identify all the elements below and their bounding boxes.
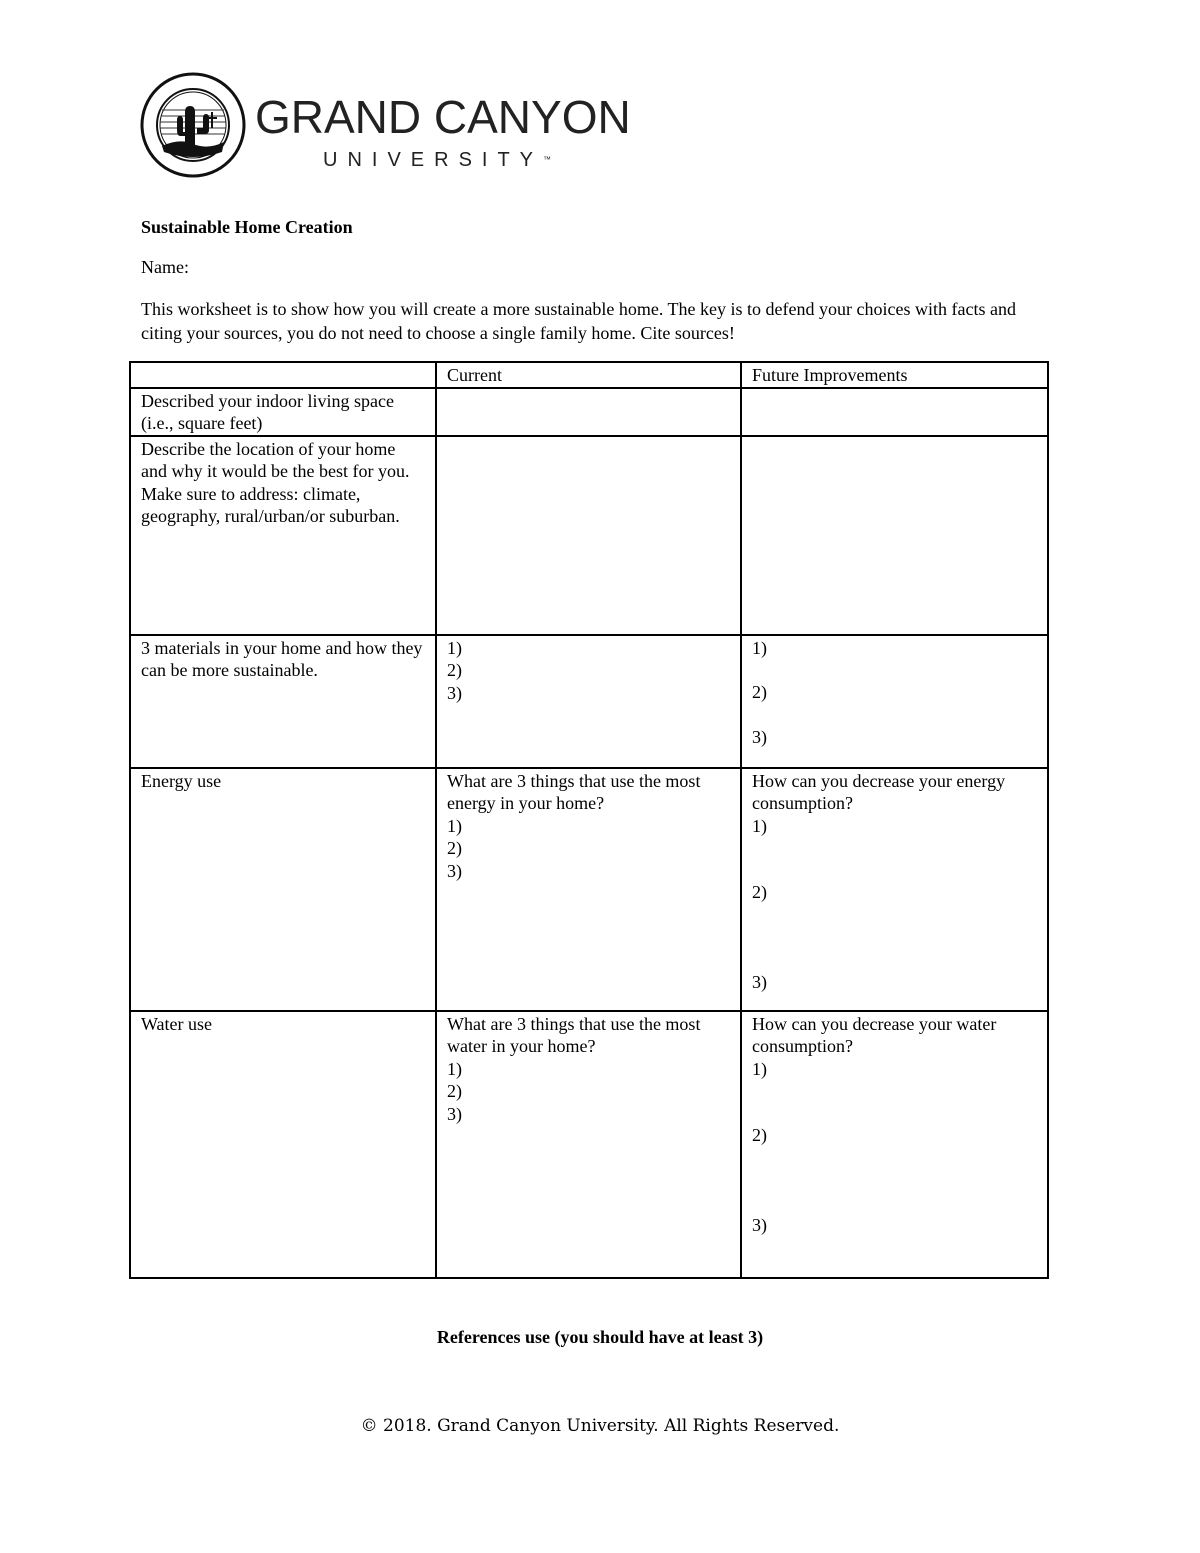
- table-header-row: [130, 362, 1048, 388]
- list-item: 3): [752, 726, 767, 747]
- current-cell[interactable]: [436, 388, 741, 436]
- list-item: 3): [447, 682, 462, 703]
- list-item: 1): [752, 1058, 767, 1079]
- list-item: 3): [447, 860, 462, 881]
- list-item: 3): [752, 971, 767, 992]
- current-cell[interactable]: [436, 768, 741, 1011]
- list-item: 2): [752, 882, 767, 902]
- list-item: 1): [752, 815, 767, 836]
- cell-prompt: What are 3 things that use the most water in your home?: [447, 1013, 701, 1056]
- list-item: 2): [752, 1125, 767, 1145]
- current-cell[interactable]: [436, 436, 741, 635]
- table-row-materials: [130, 635, 1048, 768]
- header-cell-future: Future Improvements: [741, 362, 1048, 388]
- row-label: Describe the location of your home and why it would be the best for you. Make sure to address: climate, geography, rural/urban/or suburban.: [130, 436, 436, 635]
- list-item: 2): [447, 1081, 462, 1101]
- table-row-living-space: [130, 388, 1048, 436]
- list-item: 1): [447, 815, 462, 836]
- trademark-symbol: ™: [543, 155, 552, 164]
- list-item: 1): [447, 1058, 462, 1079]
- list-item: 3): [447, 1103, 462, 1124]
- future-cell[interactable]: [741, 436, 1048, 635]
- list-item: 2): [752, 682, 767, 702]
- list-item: 1): [447, 637, 462, 658]
- current-cell[interactable]: [436, 1011, 741, 1278]
- university-seal-icon: [140, 72, 246, 178]
- future-cell[interactable]: [741, 635, 1048, 768]
- worksheet-table: [129, 361, 1049, 1279]
- future-cell[interactable]: [741, 1011, 1048, 1278]
- document-title: Sustainable Home Creation: [141, 217, 353, 237]
- future-cell[interactable]: [741, 388, 1048, 436]
- table-row-energy: [130, 768, 1048, 1011]
- cell-prompt: How can you decrease your energy consumption?: [752, 770, 1006, 813]
- name-label: Name:: [141, 257, 189, 277]
- table-row-location: [130, 436, 1048, 635]
- cell-prompt: What are 3 things that use the most energy in your home?: [447, 770, 701, 813]
- row-label: Water use: [130, 1011, 436, 1278]
- list-item: 2): [447, 660, 462, 680]
- table-row-water: [130, 1011, 1048, 1278]
- references-heading: References use (you should have at least 3): [436, 1327, 764, 1347]
- university-logo: [140, 72, 631, 177]
- header-cell-current: Current: [436, 362, 741, 388]
- future-cell[interactable]: [741, 768, 1048, 1011]
- list-item: 1): [752, 637, 767, 658]
- row-label: Energy use: [130, 768, 436, 1011]
- cell-prompt: How can you decrease your water consumption?: [752, 1013, 997, 1056]
- list-item: 3): [752, 1214, 767, 1235]
- header-cell-blank: [130, 362, 436, 388]
- intro-paragraph: This worksheet is to show how you will create a more sustainable home. The key is to defend your choices with facts and citing your sources, you do not need to choose a single family home. Cite sources!: [141, 299, 1016, 343]
- logo-wordmark-line1: GRAND CANYON: [255, 91, 631, 143]
- list-item: 2): [447, 838, 462, 858]
- logo-wordmark-line2: [323, 150, 551, 170]
- copyright-notice: © 2018. Grand Canyon University. All Rights Reserved.: [360, 1416, 840, 1436]
- logo-university-text: UNIVERSITY: [323, 149, 544, 171]
- row-label: 3 materials in your home and how they can be more sustainable.: [130, 635, 436, 768]
- current-cell[interactable]: [436, 635, 741, 768]
- row-label: Described your indoor living space (i.e., square feet): [130, 388, 436, 436]
